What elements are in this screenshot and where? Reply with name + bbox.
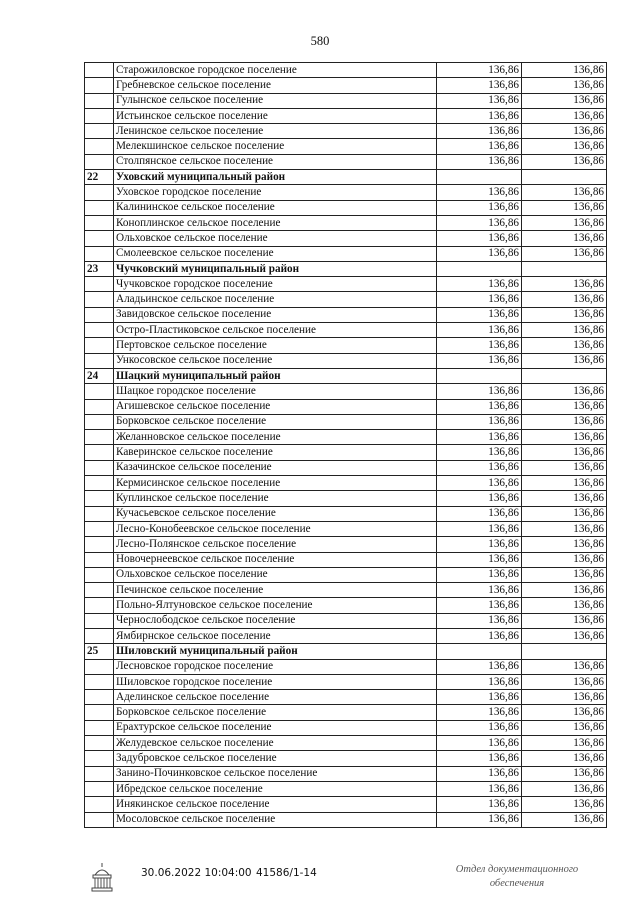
table-row <box>85 292 607 307</box>
row-number <box>85 476 114 491</box>
value-col-1: 136,86 <box>437 200 522 215</box>
value-col-2: 136,86 <box>522 185 607 200</box>
row-number <box>85 613 114 628</box>
row-number <box>85 521 114 536</box>
value-col-2: 136,86 <box>522 414 607 429</box>
value-col-1: 136,86 <box>437 613 522 628</box>
table-row <box>85 63 607 78</box>
table-row <box>85 139 607 154</box>
value-col-1: 136,86 <box>437 537 522 552</box>
table-row <box>85 521 607 536</box>
value-col-1: 136,86 <box>437 277 522 292</box>
settlement-name: Истьинское сельское поселение <box>114 108 437 123</box>
settlement-name: Чернослободское сельское поселение <box>114 613 437 628</box>
value-col-2: 136,86 <box>522 292 607 307</box>
value-col-2: 136,86 <box>522 705 607 720</box>
row-number <box>85 552 114 567</box>
settlement-name: Пертовское сельское поселение <box>114 338 437 353</box>
settlement-name: Казачинское сельское поселение <box>114 460 437 475</box>
value-col-2: 136,86 <box>522 63 607 78</box>
settlement-name: Смолеевское сельское поселение <box>114 246 437 261</box>
settlement-name: Шиловский муниципальный район <box>114 644 437 659</box>
table-row <box>85 583 607 598</box>
row-number <box>85 414 114 429</box>
table-row <box>85 598 607 613</box>
value-col-1: 136,86 <box>437 628 522 643</box>
table-row <box>85 246 607 261</box>
value-col-1: 136,86 <box>437 674 522 689</box>
settlement-name: Куплинское сельское поселение <box>114 491 437 506</box>
settlement-name: Шацкий муниципальный район <box>114 368 437 383</box>
settlement-name: Уховский муниципальный район <box>114 170 437 185</box>
value-col-2: 136,86 <box>522 537 607 552</box>
stamp-line-2: обеспечения <box>489 878 545 889</box>
table-row <box>85 384 607 399</box>
page-number: 580 <box>310 34 330 48</box>
table-body <box>85 63 607 828</box>
value-col-2: 136,86 <box>522 139 607 154</box>
value-col-1: 136,86 <box>437 476 522 491</box>
row-number <box>85 246 114 261</box>
table-row <box>85 674 607 689</box>
value-col-2: 136,86 <box>522 521 607 536</box>
settlement-name: Желудевское сельское поселение <box>114 736 437 751</box>
footer-date: 30.06.2022 10:04:00 <box>141 867 252 879</box>
value-col-2: 136,86 <box>522 353 607 368</box>
table-row <box>85 690 607 705</box>
row-number <box>85 323 114 338</box>
value-col-2: 136,86 <box>522 751 607 766</box>
row-number <box>85 124 114 139</box>
row-number <box>85 598 114 613</box>
parliament-building-icon <box>90 861 114 895</box>
settlement-name: Новочернеевское сельское поселение <box>114 552 437 567</box>
value-col-1: 136,86 <box>437 812 522 827</box>
settlement-name: Гребневское сельское поселение <box>114 78 437 93</box>
row-number <box>85 690 114 705</box>
settlement-name: Чучковский муниципальный район <box>114 261 437 276</box>
settlement-name: Лесно-Полянское сельское поселение <box>114 537 437 552</box>
value-col-2: 136,86 <box>522 445 607 460</box>
settlement-name: Занино-Починковское сельское поселение <box>114 766 437 781</box>
value-col-2: 136,86 <box>522 307 607 322</box>
settlement-name: Ункосовское сельское поселение <box>114 353 437 368</box>
settlement-name: Уховское городское поселение <box>114 185 437 200</box>
value-col-1: 136,86 <box>437 567 522 582</box>
settlement-name: Ямбирнское сельское поселение <box>114 628 437 643</box>
row-number <box>85 491 114 506</box>
row-number <box>85 430 114 445</box>
value-col-1: 136,86 <box>437 659 522 674</box>
table-row <box>85 705 607 720</box>
table-row <box>85 766 607 781</box>
value-col-1: 136,86 <box>437 154 522 169</box>
row-number <box>85 384 114 399</box>
value-col-1: 136,86 <box>437 552 522 567</box>
row-number <box>85 445 114 460</box>
value-col-1: 136,86 <box>437 521 522 536</box>
value-col-2: 136,86 <box>522 277 607 292</box>
row-number <box>85 766 114 781</box>
row-number <box>85 338 114 353</box>
value-col-1: 136,86 <box>437 766 522 781</box>
value-col-1: 136,86 <box>437 307 522 322</box>
table-row <box>85 399 607 414</box>
settlement-name: Польно-Ялтуновское сельское поселение <box>114 598 437 613</box>
value-col-2: 136,86 <box>522 797 607 812</box>
stamp-line-1: Отдел документационного <box>455 864 579 875</box>
value-col-2: 136,86 <box>522 506 607 521</box>
table-row <box>85 414 607 429</box>
row-number <box>85 292 114 307</box>
value-col-1: 136,86 <box>437 292 522 307</box>
value-col-1: 136,86 <box>437 185 522 200</box>
value-col-1: 136,86 <box>437 414 522 429</box>
table-row <box>85 797 607 812</box>
row-number <box>85 200 114 215</box>
value-col-1: 136,86 <box>437 460 522 475</box>
value-col-1: 136,86 <box>437 78 522 93</box>
value-col-1: 136,86 <box>437 231 522 246</box>
value-col-2: 136,86 <box>522 384 607 399</box>
value-col-1: 136,86 <box>437 215 522 230</box>
value-col-1: 136,86 <box>437 399 522 414</box>
value-col-2: 136,86 <box>522 613 607 628</box>
settlement-name: Печинское сельское поселение <box>114 583 437 598</box>
district-row <box>85 368 607 383</box>
department-stamp <box>442 863 592 891</box>
value-col-2: 136,86 <box>522 246 607 261</box>
settlement-name: Остро-Пластиковское сельское поселение <box>114 323 437 338</box>
value-col-2 <box>522 170 607 185</box>
value-col-1: 136,86 <box>437 108 522 123</box>
value-col-1 <box>437 261 522 276</box>
settlement-name: Инякинское сельское поселение <box>114 797 437 812</box>
value-col-1: 136,86 <box>437 323 522 338</box>
value-col-2: 136,86 <box>522 200 607 215</box>
settlement-name: Старожиловское городское поселение <box>114 63 437 78</box>
row-number <box>85 537 114 552</box>
settlement-name: Ольховское сельское поселение <box>114 231 437 246</box>
settlement-name: Гулынское сельское поселение <box>114 93 437 108</box>
value-col-2: 136,86 <box>522 766 607 781</box>
table-row <box>85 108 607 123</box>
value-col-1: 136,86 <box>437 491 522 506</box>
row-number <box>85 185 114 200</box>
value-col-2: 136,86 <box>522 93 607 108</box>
value-col-1: 136,86 <box>437 353 522 368</box>
value-col-2: 136,86 <box>522 460 607 475</box>
value-col-2: 136,86 <box>522 812 607 827</box>
table-row <box>85 323 607 338</box>
row-number <box>85 628 114 643</box>
value-col-1: 136,86 <box>437 797 522 812</box>
row-number <box>85 736 114 751</box>
settlement-name: Каверинское сельское поселение <box>114 445 437 460</box>
row-number <box>85 353 114 368</box>
row-number <box>85 63 114 78</box>
value-col-1: 136,86 <box>437 93 522 108</box>
settlement-name: Ибредское сельское поселение <box>114 781 437 796</box>
value-col-2 <box>522 644 607 659</box>
value-col-1: 136,86 <box>437 63 522 78</box>
value-col-1: 136,86 <box>437 705 522 720</box>
value-col-2: 136,86 <box>522 567 607 582</box>
settlement-name: Лесно-Конобеевское сельское поселение <box>114 521 437 536</box>
settlement-name: Задубровское сельское поселение <box>114 751 437 766</box>
value-col-1: 136,86 <box>437 445 522 460</box>
value-col-2: 136,86 <box>522 628 607 643</box>
value-col-2: 136,86 <box>522 430 607 445</box>
table-row <box>85 200 607 215</box>
value-col-1: 136,86 <box>437 583 522 598</box>
settlement-name: Мелекшинское сельское поселение <box>114 139 437 154</box>
table-row <box>85 338 607 353</box>
settlement-name: Столпянское сельское поселение <box>114 154 437 169</box>
district-row <box>85 170 607 185</box>
row-number <box>85 154 114 169</box>
table-row <box>85 720 607 735</box>
value-col-2: 136,86 <box>522 552 607 567</box>
value-col-2: 136,86 <box>522 154 607 169</box>
value-col-1: 136,86 <box>437 246 522 261</box>
settlement-name: Кермисинское сельское поселение <box>114 476 437 491</box>
settlement-name: Борковское сельское поселение <box>114 414 437 429</box>
value-col-1: 136,86 <box>437 384 522 399</box>
table-row <box>85 231 607 246</box>
page-footer <box>0 861 640 901</box>
table-row <box>85 552 607 567</box>
footer-doc-number: 41586/1-14 <box>256 867 317 879</box>
table-row <box>85 567 607 582</box>
table-row <box>85 215 607 230</box>
row-number: 22 <box>85 170 114 185</box>
value-col-2 <box>522 368 607 383</box>
value-col-1: 136,86 <box>437 139 522 154</box>
value-col-2: 136,86 <box>522 215 607 230</box>
row-number <box>85 674 114 689</box>
settlement-name: Борковское сельское поселение <box>114 705 437 720</box>
row-number: 25 <box>85 644 114 659</box>
table-row <box>85 537 607 552</box>
table-row <box>85 812 607 827</box>
value-col-1: 136,86 <box>437 338 522 353</box>
row-number <box>85 705 114 720</box>
table-row <box>85 736 607 751</box>
value-col-2: 136,86 <box>522 323 607 338</box>
row-number <box>85 307 114 322</box>
row-number <box>85 399 114 414</box>
table-row <box>85 628 607 643</box>
table-row <box>85 277 607 292</box>
value-col-2: 136,86 <box>522 491 607 506</box>
table-row <box>85 353 607 368</box>
value-col-1 <box>437 644 522 659</box>
value-col-1: 136,86 <box>437 506 522 521</box>
value-col-2: 136,86 <box>522 231 607 246</box>
row-number <box>85 93 114 108</box>
settlement-name: Агишевское сельское поселение <box>114 399 437 414</box>
row-number <box>85 506 114 521</box>
table-row <box>85 185 607 200</box>
row-number <box>85 108 114 123</box>
table-row <box>85 460 607 475</box>
settlement-name: Мосоловское сельское поселение <box>114 812 437 827</box>
table-row <box>85 613 607 628</box>
value-col-2: 136,86 <box>522 736 607 751</box>
row-number <box>85 78 114 93</box>
table-row <box>85 430 607 445</box>
value-col-2: 136,86 <box>522 583 607 598</box>
row-number: 23 <box>85 261 114 276</box>
row-number <box>85 215 114 230</box>
district-row <box>85 644 607 659</box>
table-row <box>85 659 607 674</box>
settlement-name: Аладьинское сельское поселение <box>114 292 437 307</box>
settlement-name: Чучковское городское поселение <box>114 277 437 292</box>
row-number <box>85 751 114 766</box>
settlement-name: Ерахтурское сельское поселение <box>114 720 437 735</box>
settlement-name: Кучасьевское сельское поселение <box>114 506 437 521</box>
value-col-2: 136,86 <box>522 720 607 735</box>
value-col-2: 136,86 <box>522 399 607 414</box>
value-col-1: 136,86 <box>437 720 522 735</box>
table-row <box>85 93 607 108</box>
value-col-2: 136,86 <box>522 690 607 705</box>
value-col-1: 136,86 <box>437 430 522 445</box>
value-col-2: 136,86 <box>522 598 607 613</box>
value-col-1 <box>437 368 522 383</box>
settlement-name: Калининское сельское поселение <box>114 200 437 215</box>
settlements-table <box>84 62 607 828</box>
value-col-1: 136,86 <box>437 781 522 796</box>
value-col-1: 136,86 <box>437 751 522 766</box>
row-number <box>85 231 114 246</box>
settlement-name: Ленинское сельское поселение <box>114 124 437 139</box>
table-row <box>85 476 607 491</box>
value-col-2: 136,86 <box>522 78 607 93</box>
value-col-2: 136,86 <box>522 338 607 353</box>
settlement-name: Аделинское сельское поселение <box>114 690 437 705</box>
row-number <box>85 797 114 812</box>
table-row <box>85 78 607 93</box>
table-row <box>85 154 607 169</box>
value-col-2: 136,86 <box>522 659 607 674</box>
row-number <box>85 659 114 674</box>
table-row <box>85 781 607 796</box>
settlement-name: Лесновское городское поселение <box>114 659 437 674</box>
row-number <box>85 277 114 292</box>
table-row <box>85 491 607 506</box>
settlement-name: Шацкое городское поселение <box>114 384 437 399</box>
value-col-1: 136,86 <box>437 690 522 705</box>
value-col-1: 136,86 <box>437 736 522 751</box>
row-number <box>85 720 114 735</box>
row-number <box>85 781 114 796</box>
settlement-name: Шиловское городское поселение <box>114 674 437 689</box>
settlement-name: Коноплинское сельское поселение <box>114 215 437 230</box>
settlement-name: Желанновское сельское поселение <box>114 430 437 445</box>
settlement-name: Ольховское сельское поселение <box>114 567 437 582</box>
row-number <box>85 812 114 827</box>
settlement-name: Завидовское сельское поселение <box>114 307 437 322</box>
table-row <box>85 445 607 460</box>
value-col-1 <box>437 170 522 185</box>
district-row <box>85 261 607 276</box>
value-col-1: 136,86 <box>437 598 522 613</box>
row-number <box>85 460 114 475</box>
value-col-2: 136,86 <box>522 674 607 689</box>
row-number: 24 <box>85 368 114 383</box>
table-row <box>85 307 607 322</box>
value-col-2: 136,86 <box>522 124 607 139</box>
value-col-1: 136,86 <box>437 124 522 139</box>
table-row <box>85 124 607 139</box>
row-number <box>85 567 114 582</box>
table-row <box>85 506 607 521</box>
table-row <box>85 751 607 766</box>
row-number <box>85 583 114 598</box>
row-number <box>85 139 114 154</box>
value-col-2: 136,86 <box>522 108 607 123</box>
value-col-2: 136,86 <box>522 781 607 796</box>
value-col-2 <box>522 261 607 276</box>
value-col-2: 136,86 <box>522 476 607 491</box>
